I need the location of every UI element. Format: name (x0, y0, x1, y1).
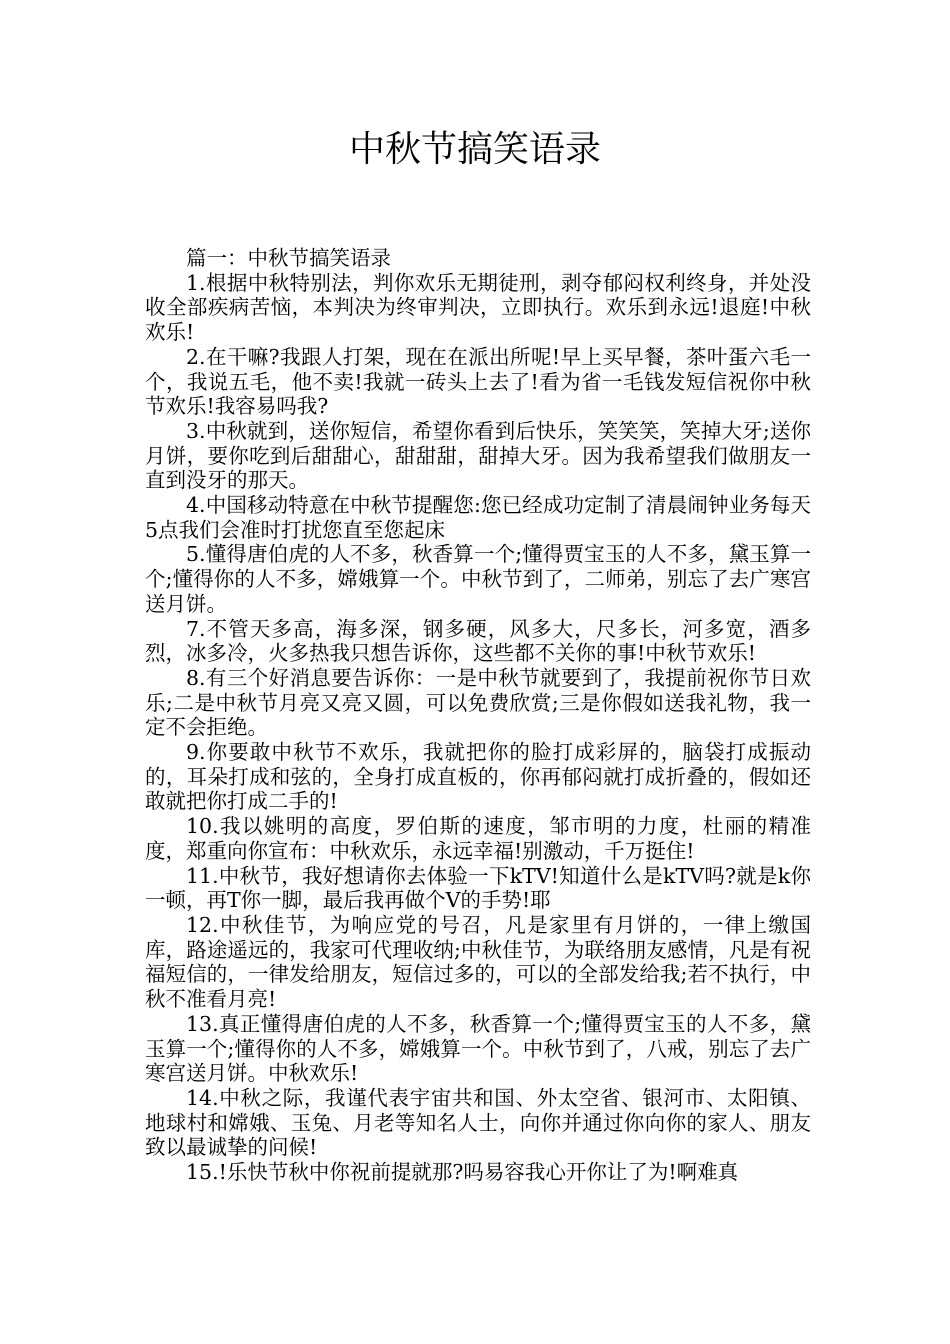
paragraph-10: 10.我以姚明的高度，罗伯斯的速度，邹市明的力度，杜丽的精准度，郑重向你宣布：中秋欢乐，永远幸福!别激动，千万挺住! (145, 814, 811, 863)
paragraph-3: 3.中秋就到，送你短信，希望你看到后快乐，笑笑笑，笑掉大牙;送你月饼，要你吃到后甜甜心，甜甜甜，甜掉大牙。因为我希望我们做朋友一直到没牙的那天。 (145, 418, 811, 493)
paragraph-2: 2.在干嘛?我跟人打架，现在在派出所呢!早上买早餐，茶叶蛋六毛一个，我说五毛，他不卖!我就一砖头上去了!看为省一毛钱发短信祝你中秋节欢乐!我容易吗我? (145, 344, 811, 419)
document-title: 中秋节搞笑语录 (348, 129, 601, 170)
paragraph-7: 7.不管天多高，海多深，钢多硬，风多大，尺多长，河多宽，酒多烈，冰多冷，火多热我只想告诉你，这些都不关你的事!中秋节欢乐! (145, 616, 811, 666)
paragraph-1: 1.根据中秋特别法，判你欢乐无期徒刑，剥夺郁闷权利终身，并处没收全部疾病苦恼，本判决为终审判决，立即执行。欢乐到永远!退庭!中秋欢乐! (145, 270, 811, 345)
paragraph-8: 8.有三个好消息要告诉你：一是中秋节就要到了，我提前祝你节日欢乐;二是中秋节月亮又亮又圆，可以免费欣赏;三是你假如送我礼物，我一定不会拒绝。 (145, 665, 811, 740)
paragraph-9: 9.你要敢中秋节不欢乐，我就把你的脸打成彩屏的，脑袋打成振动的，耳朵打成和弦的，全身打成直板的，你再郁闷就打成折叠的，假如还敢就把你打成二手的! (145, 740, 811, 814)
section-heading: 篇一：中秋节搞笑语录 (186, 246, 391, 270)
paragraph-15: 15.!乐快节秋中你祝前提就那?吗易容我心开你让了为!啊难真 (186, 1160, 739, 1185)
paragraph-5: 5.懂得唐伯虎的人不多，秋香算一个;懂得贾宝玉的人不多，黛玉算一个;懂得你的人不多，嫦娥算一个。中秋节到了，二师弟，别忘了去广寒宫送月饼。 (145, 542, 811, 616)
paragraph-13: 13.真正懂得唐伯虎的人不多，秋香算一个;懂得贾宝玉的人不多，黛玉算一个;懂得你的人不多，嫦娥算一个。中秋节到了，八戒，别忘了去广寒宫送月饼。中秋欢乐! (145, 1011, 811, 1086)
paragraph-4: 4.中国移动特意在中秋节提醒您:您已经成功定制了清晨闹钟业务每天5点我们会准时打扰您直至您起床 (145, 493, 811, 542)
paragraph-14: 14.中秋之际，我谨代表宇宙共和国、外太空省、银河市、太阳镇、地球村和嫦娥、玉兔、月老等知名人士，向你并通过你向你的家人、朋友致以最诚挚的问候! (145, 1085, 811, 1160)
paragraph-11: 11.中秋节，我好想请你去体验一下kTV!知道什么是kTV吗?就是k你一顿，再T你一脚，最后我再做个V的手势!耶 (145, 863, 811, 913)
document-body (145, 246, 811, 1185)
paragraph-12: 12.中秋佳节，为响应党的号召，凡是家里有月饼的，一律上缴国库，路途遥远的，我家可代理收纳;中秋佳节，为联络朋友感情，凡是有祝福短信的，一律发给朋友，短信过多的，可以的全部发给我;若不执行，中秋不准看月亮! (145, 912, 811, 1012)
